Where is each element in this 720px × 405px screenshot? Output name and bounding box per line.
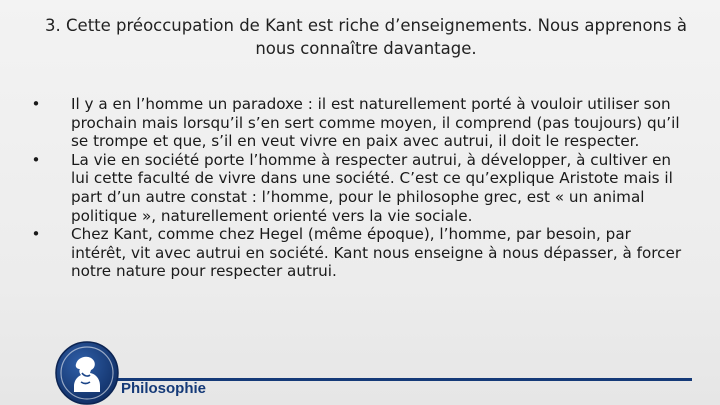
bullet-item [28,95,688,151]
thinker-silhouette-icon [54,340,120,405]
bullet-text: La vie en société porte l’homme à respecter autrui, à développer, à cultiver en lui cette faculté de vivre dans une société. C’est ce qu’explique Aristote mais il part d’un autre constat : l’homme, pour le philosophe grec, est « un animal politique », naturellement orienté vers la vie sociale. [71,150,673,225]
footer-label: Philosophie [121,380,207,397]
bullet-list [28,95,688,281]
bullet-marker: • [31,225,41,244]
bullet-text: Chez Kant, comme chez Hegel (même époque), l’homme, par besoin, par intérêt, vit avec autrui en société. Kant nous enseigne à nous dépasser, à forcer notre nature pour respecter autrui. [71,225,682,281]
bullet-text: Il y a en l’homme un paradoxe : il est naturellement porté à vouloir utiliser son prochain mais lorsqu’il s’en sert comme moyen, il comprend (pas toujours) qu’il se trompe et que, s’il en veut vivre en paix avec autrui, il doit le respecter. [71,95,680,151]
bullet-item [28,225,688,281]
slide-title: 3. Cette préoccupation de Kant est riche d’enseignements. Nous apprenons à nous connaître davantage. [45,16,687,58]
bullet-item [28,151,688,225]
bullet-marker: • [31,150,41,169]
bullet-marker: • [31,95,41,113]
